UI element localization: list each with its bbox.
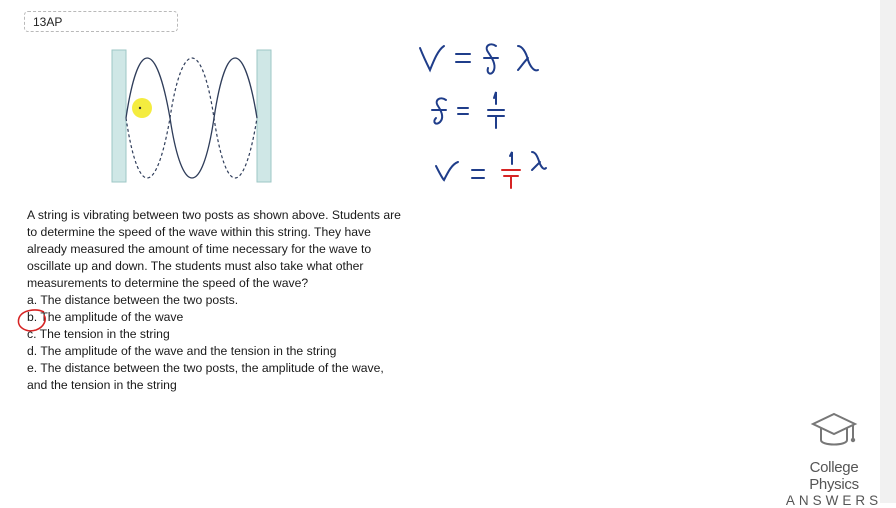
slide-label: 13AP bbox=[24, 11, 178, 32]
question-stem: A string is vibrating between two posts as shown above. Students are to determine the speed of the wave within this string. They have already measured the amount of time necessary for the wave to oscillate up and down. The students must also take what other measurements to determine the speed of the wave? bbox=[27, 208, 401, 290]
choice-a[interactable]: a. The distance between the two posts. bbox=[27, 293, 239, 307]
equation-frequency bbox=[432, 92, 504, 128]
choice-c[interactable]: c. The tension in the string bbox=[27, 327, 170, 341]
graduation-cap-icon bbox=[809, 410, 859, 452]
left-post bbox=[112, 50, 126, 182]
standing-wave-diagram bbox=[100, 38, 290, 198]
wave-dashed bbox=[126, 58, 257, 178]
cursor-highlight bbox=[132, 98, 152, 118]
choice-e[interactable]: e. The distance between the two posts, the amplitude of the wave, and the tension in the string bbox=[27, 361, 384, 392]
wave-solid bbox=[126, 58, 257, 178]
answer-circle-annotation bbox=[14, 306, 54, 336]
logo-text-answers: ANSWERS bbox=[785, 493, 883, 508]
choice-b[interactable]: b. The amplitude of the wave bbox=[27, 310, 184, 324]
logo-text-college-physics: College Physics bbox=[809, 459, 859, 493]
equation-substituted bbox=[436, 152, 546, 188]
choice-d[interactable]: d. The amplitude of the wave and the tension in the string bbox=[27, 344, 337, 358]
question-block bbox=[27, 207, 407, 394]
handwritten-equations bbox=[410, 30, 580, 200]
brand-logo bbox=[784, 410, 884, 508]
equation-wave-speed bbox=[420, 44, 538, 73]
right-post bbox=[257, 50, 271, 182]
